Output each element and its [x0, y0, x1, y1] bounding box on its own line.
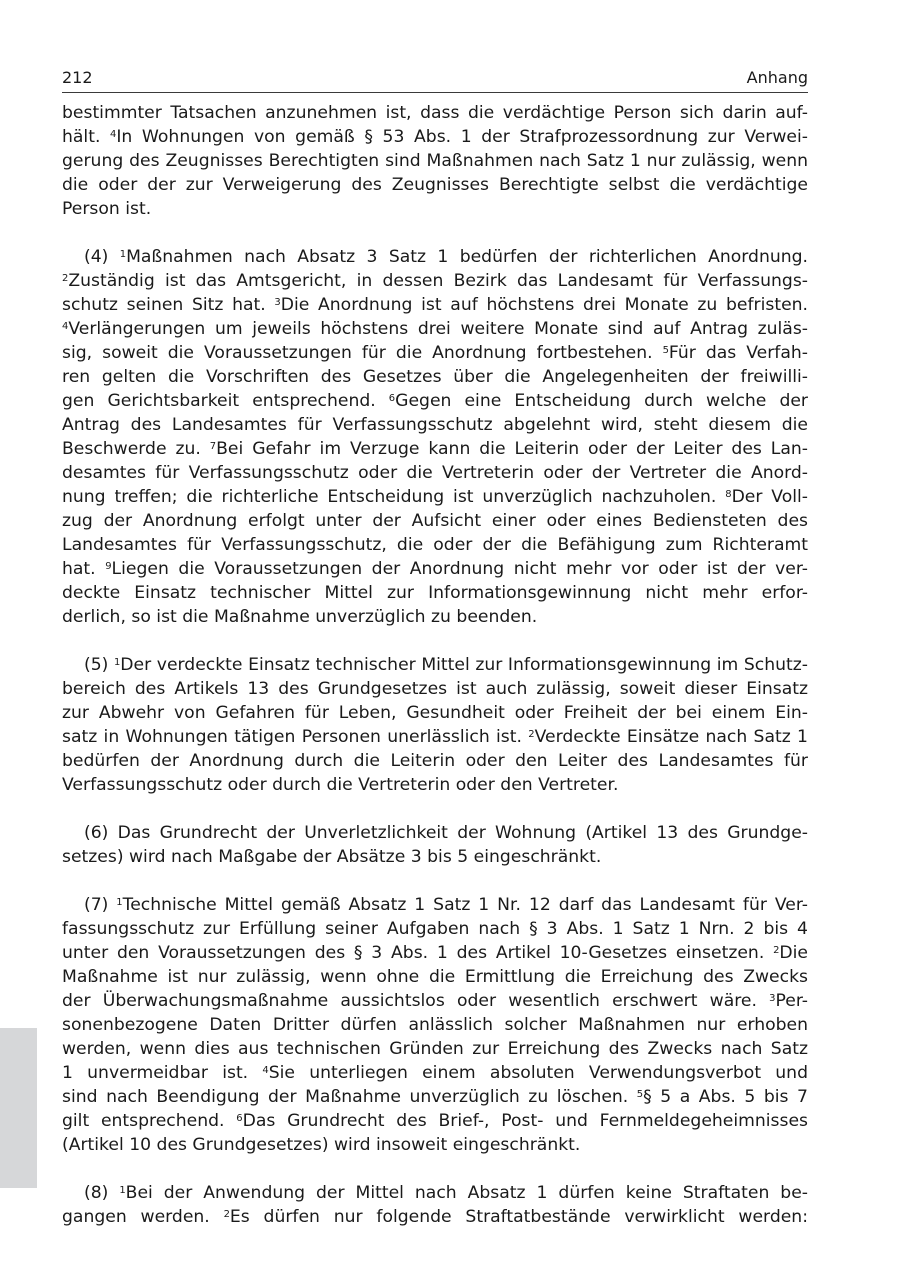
text-run: nung treffen; die richterliche Entscheidung ist unverzüglich nachzuholen. — [62, 487, 726, 507]
text-run: sind nach Beendigung der Maßnahme unverzüglich zu löschen. — [62, 1087, 637, 1107]
text-run: deckte Einsatz technischer Mittel zur Informationsgewinnung nicht mehr erfor- — [62, 583, 808, 603]
text-line — [62, 989, 808, 1013]
text-run: (6) Das Grundrecht der Unverletzlichkeit der Wohnung (Artikel 13 des Grundge- — [84, 823, 808, 843]
text-run: zur Abwehr von Gefahren für Leben, Gesundheit oder Freiheit der bei einem Ein- — [62, 703, 808, 723]
text-line — [84, 653, 808, 677]
text-run: gen Gerichtsbarkeit entsprechend. — [62, 391, 389, 411]
text-run: Verfassungsschutz oder durch die Vertreterin oder den Vertreter. — [62, 775, 619, 795]
text-run: unter den Voraussetzungen des § 3 Abs. 1 des Artikel 10-Gesetzes einsetzen. — [62, 943, 774, 963]
sentence-number: 5 — [636, 1088, 644, 1100]
text-run: Verdeckte Einsätze nach Satz 1 — [534, 727, 808, 747]
text-line — [62, 125, 808, 149]
text-line — [62, 1133, 808, 1157]
text-run: Der Voll- — [731, 487, 808, 507]
text-run: Sie unterliegen einem absoluten Verwendungsverbot und — [268, 1063, 808, 1083]
text-line — [62, 557, 808, 581]
text-line — [62, 149, 808, 173]
text-run: bereich des Artikels 13 des Grundgesetzes ist auch zulässig, soweit dieser Einsatz — [62, 679, 808, 699]
sentence-number: 2 — [223, 1208, 230, 1220]
sentence-number: 1 — [113, 656, 121, 668]
text-run: Maßnahmen nach Absatz 3 Satz 1 bedürfen der richterlichen Anordnung. — [126, 247, 809, 267]
text-line — [84, 821, 808, 845]
text-run: setzes) wird nach Maßgabe der Absätze 3 bis 5 eingeschränkt. — [62, 847, 602, 867]
text-line — [62, 533, 808, 557]
text-run: schutz seinen Sitz hat. — [62, 295, 275, 315]
text-run: bedürfen der Anordnung durch die Leiterin oder den Leiter des Landesamtes für — [62, 751, 808, 771]
text-run: Per- — [775, 991, 808, 1011]
text-line — [62, 917, 808, 941]
text-run: § 5 a Abs. 5 bis 7 — [643, 1087, 808, 1107]
text-line — [62, 581, 808, 605]
text-line — [62, 509, 808, 533]
text-run: Technische Mittel gemäß Absatz 1 Satz 1 Nr. 12 darf das Landesamt für Ver- — [122, 895, 808, 915]
sentence-number: 2 — [528, 728, 535, 740]
text-run: Das Grundrecht des Brief-, Post- und Fernmeldegeheimnisses — [242, 1111, 808, 1131]
sentence-number: 3 — [769, 992, 776, 1004]
text-run: (4) — [84, 247, 120, 267]
text-run: hat. — [62, 559, 106, 579]
text-run: Bei der Anwendung der Mittel nach Absatz 1 dürfen keine Straftaten be- — [125, 1183, 808, 1203]
text-run: Die — [779, 943, 808, 963]
text-line — [62, 269, 808, 293]
text-line — [62, 293, 808, 317]
text-run: 1 unvermeidbar ist. — [62, 1063, 263, 1083]
sentence-number: 1 — [119, 248, 127, 260]
sentence-number: 4 — [262, 1064, 269, 1076]
text-line — [62, 965, 808, 989]
text-line — [62, 1037, 808, 1061]
text-run: Der verdeckte Einsatz technischer Mittel zur Informationsgewinnung im Schutz- — [120, 655, 808, 675]
page-number: 212 — [62, 68, 93, 87]
text-line — [62, 677, 808, 701]
text-run: Liegen die Voraussetzungen der Anordnung nicht mehr vor oder ist der ver- — [111, 559, 808, 579]
text-line — [62, 485, 808, 509]
text-line — [62, 317, 808, 341]
text-run: die oder der zur Verweigerung des Zeugnisses Berechtigte selbst die verdächtige — [62, 175, 808, 195]
text-run: Es dürfen nur folgende Straftatbestände verwirklicht werden: — [229, 1207, 808, 1227]
text-run: gerung des Zeugnisses Berechtigten sind Maßnahmen nach Satz 1 nur zulässig, wenn — [62, 151, 808, 171]
text-line — [62, 845, 808, 869]
sentence-number: 2 — [773, 944, 780, 956]
sentence-number: 6 — [236, 1112, 243, 1124]
text-line — [62, 1013, 808, 1037]
side-thumb-marker — [0, 1028, 37, 1188]
text-run: sig, soweit die Voraussetzungen für die Anordnung fortbestehen. — [62, 343, 663, 363]
text-run: satz in Wohnungen tätigen Personen unerlässlich ist. — [62, 727, 529, 747]
text-run: Gegen eine Entscheidung durch welche der — [395, 391, 808, 411]
page-header — [62, 66, 808, 93]
text-run: Maßnahme ist nur zulässig, wenn ohne die Ermittlung die Erreichung des Zwecks — [62, 967, 808, 987]
text-line — [62, 1085, 808, 1109]
text-run: (8) — [84, 1183, 120, 1203]
text-line — [84, 245, 808, 269]
text-line — [62, 101, 808, 125]
sentence-number: 8 — [725, 488, 732, 500]
text-run: Zuständig ist das Amtsgericht, in dessen Bezirk das Landesamt für Verfassungs- — [68, 271, 808, 291]
sentence-number: 9 — [105, 560, 112, 572]
text-run: gangen werden. — [62, 1207, 224, 1227]
text-line — [62, 605, 808, 629]
text-line — [62, 773, 808, 797]
text-run: Person ist. — [62, 199, 152, 219]
text-line — [62, 365, 808, 389]
text-run: (5) — [84, 655, 114, 675]
text-run: werden, wenn dies aus technischen Gründen zur Erreichung des Zwecks nach Satz — [62, 1039, 808, 1059]
text-run: der Überwachungsmaßnahme aussichtslos oder wesentlich erschwert wäre. — [62, 991, 770, 1011]
text-run: derlich, so ist die Maßnahme unverzüglich zu beenden. — [62, 607, 538, 627]
text-line — [62, 341, 808, 365]
running-title: Anhang — [746, 68, 808, 87]
sentence-number: 5 — [662, 344, 669, 356]
sentence-number: 4 — [110, 128, 117, 140]
text-run: Die Anordnung ist auf höchstens drei Monate zu befristen. — [280, 295, 808, 315]
sentence-number: 1 — [119, 1184, 126, 1196]
text-run: desamtes für Verfassungsschutz oder die Vertreterin oder der Vertreter die Anord- — [62, 463, 808, 483]
text-run: Verlängerungen um jeweils höchstens drei weitere Monate sind auf Antrag zuläs- — [68, 319, 808, 339]
text-run: (7) — [84, 895, 117, 915]
text-run: Beschwerde zu. — [62, 439, 210, 459]
text-line — [62, 389, 808, 413]
text-line — [62, 701, 808, 725]
text-run: gilt entsprechend. — [62, 1111, 237, 1131]
text-line — [62, 437, 808, 461]
sentence-number: 6 — [388, 392, 396, 404]
text-line — [62, 941, 808, 965]
text-run: (Artikel 10 des Grundgesetzes) wird insoweit eingeschränkt. — [62, 1135, 581, 1155]
text-line — [62, 1205, 808, 1229]
sentence-number: 3 — [274, 296, 281, 308]
sentence-number: 7 — [209, 440, 217, 452]
text-line — [62, 413, 808, 437]
text-line — [62, 1109, 808, 1133]
text-run: fassungsschutz zur Erfüllung seiner Aufgaben nach § 3 Abs. 1 Satz 1 Nrn. 2 bis 4 — [62, 919, 808, 939]
text-line — [62, 173, 808, 197]
text-run: bestimmter Tatsachen anzunehmen ist, dass die verdächtige Person sich darin auf- — [62, 103, 808, 123]
text-run: zug der Anordnung erfolgt unter der Aufsicht einer oder eines Bediensteten des — [62, 511, 808, 531]
text-line — [62, 749, 808, 773]
text-run: Für das Verfah- — [668, 343, 808, 363]
text-line — [62, 461, 808, 485]
text-run: sonenbezogene Daten Dritter dürfen anlässlich solcher Maßnahmen nur erhoben — [62, 1015, 808, 1035]
text-line — [62, 197, 808, 221]
text-run: Landesamtes für Verfassungsschutz, die oder der die Befähigung zum Richteramt — [62, 535, 808, 555]
text-run: In Wohnungen von gemäß § 53 Abs. 1 der Strafprozessordnung zur Verwei- — [116, 127, 808, 147]
sentence-number: 4 — [62, 320, 69, 332]
sentence-number: 2 — [62, 272, 69, 284]
text-line — [62, 1061, 808, 1085]
sentence-number: 1 — [116, 896, 123, 908]
text-run: Bei Gefahr im Verzuge kann die Leiterin oder der Leiter des Lan- — [216, 439, 808, 459]
text-line — [84, 893, 808, 917]
text-run: ren gelten die Vorschriften des Gesetzes über die Angelegenheiten der freiwilli- — [62, 367, 808, 387]
text-line — [84, 1181, 808, 1205]
text-run: Antrag des Landesamtes für Verfassungsschutz abgelehnt wird, steht diesem die — [62, 415, 808, 435]
text-line — [62, 725, 808, 749]
text-run: hält. — [62, 127, 111, 147]
